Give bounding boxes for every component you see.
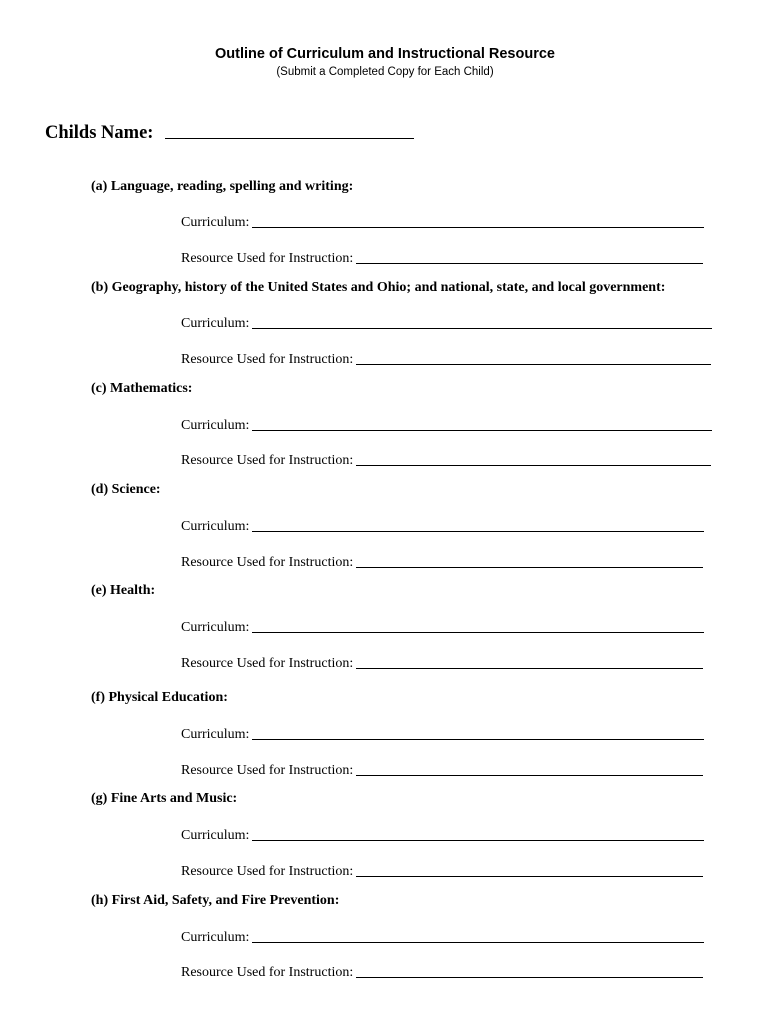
resource-label: Resource Used for Instruction:	[181, 251, 354, 266]
section-a-resource-field[interactable]	[181, 247, 703, 267]
section-f-curriculum-field[interactable]	[181, 723, 704, 743]
section-b-curriculum-field[interactable]	[181, 312, 712, 332]
curriculum-line	[252, 840, 704, 841]
section-d-heading: (d) Science:	[91, 482, 161, 497]
curriculum-line	[252, 531, 704, 532]
section-c-heading: (c) Mathematics:	[91, 381, 193, 396]
curriculum-line	[252, 942, 704, 943]
curriculum-line	[252, 430, 712, 431]
section-g-heading: (g) Fine Arts and Music:	[91, 791, 238, 806]
resource-line	[356, 465, 711, 466]
resource-label: Resource Used for Instruction:	[181, 864, 354, 879]
section-h-heading: (h) First Aid, Safety, and Fire Prevention:	[91, 893, 340, 908]
section-a-curriculum-field[interactable]	[181, 211, 704, 231]
section-a-heading: (a) Language, reading, spelling and writing:	[91, 179, 354, 194]
section-e-curriculum-field[interactable]	[181, 616, 704, 636]
section-h-curriculum-field[interactable]	[181, 926, 704, 946]
resource-line	[356, 263, 703, 264]
child-name-label: Childs Name:	[45, 123, 154, 143]
section-b-heading: (b) Geography, history of the United States and Ohio; and national, state, and local government:	[91, 280, 666, 295]
section-e-heading: (e) Health:	[91, 583, 156, 598]
section-c-resource-field[interactable]	[181, 449, 711, 469]
resource-line	[356, 668, 703, 669]
resource-line	[356, 775, 703, 776]
curriculum-label: Curriculum:	[181, 316, 250, 331]
curriculum-label: Curriculum:	[181, 418, 250, 433]
section-g-curriculum-field[interactable]	[181, 824, 704, 844]
section-d-curriculum-field[interactable]	[181, 515, 704, 535]
resource-label: Resource Used for Instruction:	[181, 656, 354, 671]
curriculum-label: Curriculum:	[181, 215, 250, 230]
section-g-resource-field[interactable]	[181, 860, 703, 880]
curriculum-line	[252, 632, 704, 633]
page-subtitle: (Submit a Completed Copy for Each Child)	[276, 66, 494, 78]
curriculum-label: Curriculum:	[181, 519, 250, 534]
resource-label: Resource Used for Instruction:	[181, 763, 354, 778]
child-name-field[interactable]	[165, 120, 414, 139]
child-name-row	[45, 120, 414, 144]
resource-line	[356, 977, 703, 978]
section-f-resource-field[interactable]	[181, 759, 703, 779]
section-f-heading: (f) Physical Education:	[91, 690, 228, 705]
resource-label: Resource Used for Instruction:	[181, 555, 354, 570]
curriculum-label: Curriculum:	[181, 828, 250, 843]
section-c-curriculum-field[interactable]	[181, 414, 712, 434]
resource-line	[356, 567, 703, 568]
curriculum-line	[252, 227, 704, 228]
section-b-resource-field[interactable]	[181, 348, 711, 368]
section-e-resource-field[interactable]	[181, 652, 703, 672]
resource-label: Resource Used for Instruction:	[181, 453, 354, 468]
resource-label: Resource Used for Instruction:	[181, 965, 354, 980]
curriculum-line	[252, 328, 712, 329]
curriculum-label: Curriculum:	[181, 620, 250, 635]
resource-line	[356, 364, 711, 365]
section-d-resource-field[interactable]	[181, 551, 703, 571]
page-title: Outline of Curriculum and Instructional Resource	[215, 46, 555, 62]
curriculum-label: Curriculum:	[181, 727, 250, 742]
curriculum-label: Curriculum:	[181, 930, 250, 945]
curriculum-line	[252, 739, 704, 740]
resource-label: Resource Used for Instruction:	[181, 352, 354, 367]
section-h-resource-field[interactable]	[181, 961, 703, 981]
resource-line	[356, 876, 703, 877]
